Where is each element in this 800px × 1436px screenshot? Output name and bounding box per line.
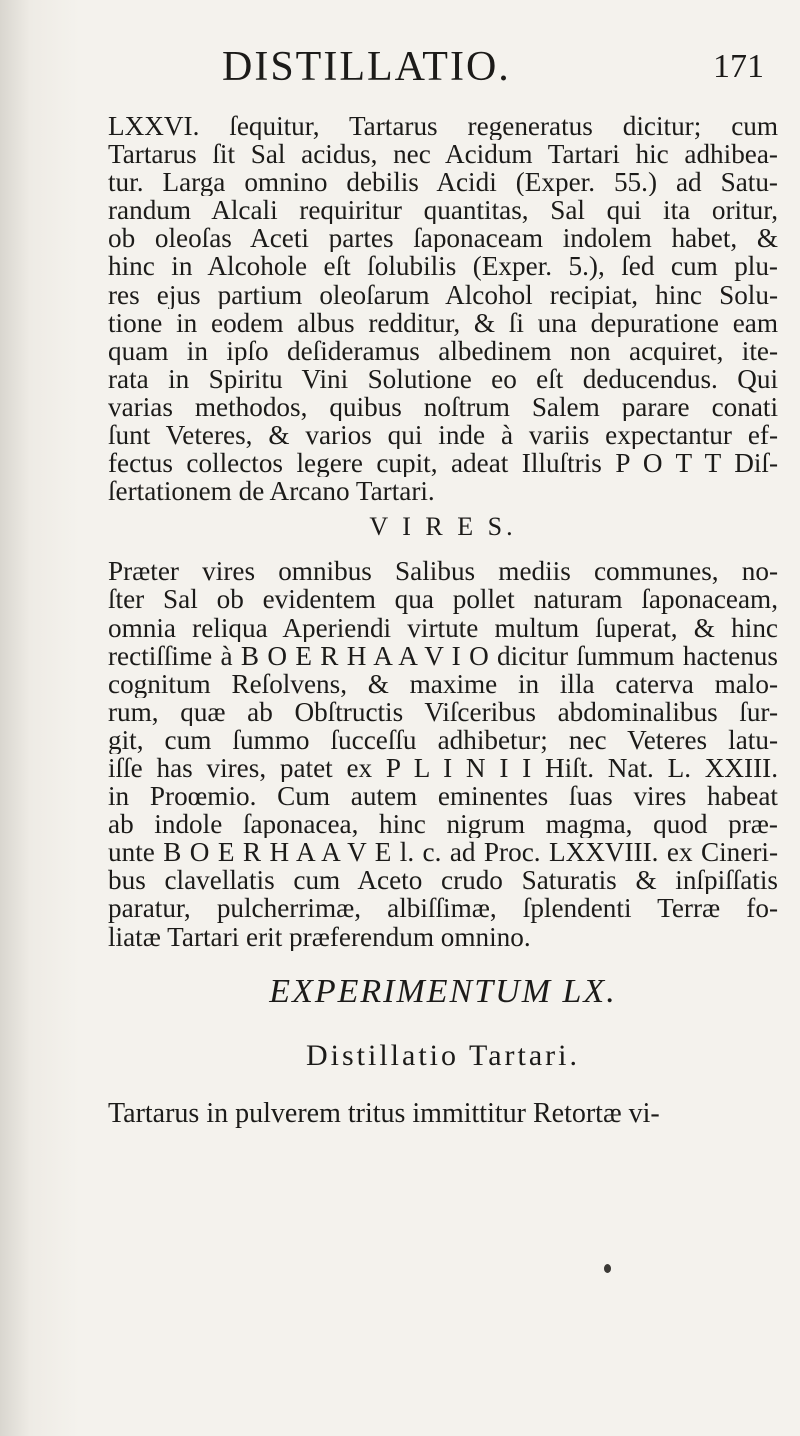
text-line: tione in eodem albus redditur, & ſi una depuratione eam <box>108 308 778 337</box>
text-line: Tartarus ſit Sal acidus, nec Acidum Tartari hic adhibea- <box>108 140 778 169</box>
text-line: liatæ Tartari erit præferendum omnino. <box>108 922 531 951</box>
running-title: DISTILLATIO. <box>222 44 511 90</box>
ink-spot <box>604 1264 611 1273</box>
text-line: iſſe has vires, patet ex P L I N I I Hiſt. Nat. L. XXIII. <box>108 753 778 783</box>
text-line: Tartarus in pulverem tritus immittitur Retortæ vi- <box>108 1097 660 1129</box>
text-line: cognitum Reſolvens, & maxime in illa caterva malo- <box>108 669 778 698</box>
text-line: quam in ipſo deſideramus albedinem non acquiret, ite- <box>108 336 778 365</box>
text-line: fectus collectos legere cupit, adeat Illuſtris P O T T Diſ- <box>108 449 778 478</box>
page-number: 171 <box>713 48 764 85</box>
text-line: varias methodos, quibus noſtrum Salem parare conati <box>108 392 778 422</box>
text-line: Præter vires omnibus Salibus mediis communes, no- <box>108 557 778 586</box>
paragraph-vires <box>108 557 778 950</box>
text-line: ſter Sal ob evidentem qua pollet naturam ſaponaceam, <box>108 585 778 614</box>
text-line: hinc in Alcohole eſt ſolubilis (Exper. 5.), ſed cum plu- <box>108 252 778 281</box>
running-head <box>0 38 800 98</box>
text-line: ob oleoſas Aceti partes ſaponaceam indolem habet, & <box>108 224 778 253</box>
text-line: randum Alcali requiritur quantitas, Sal qui ita oritur, <box>108 196 778 225</box>
text-line: paratur, pulcherrimæ, albiſſimæ, ſplendenti Terræ fo- <box>108 894 778 923</box>
experiment-heading: EXPERIMENTUM LX. <box>269 972 617 1010</box>
text-line: rectiſſime à B O E R H A A V I O dicitur ſummum hactenus <box>108 641 778 670</box>
text-line: git, cum ſummo ſucceſſu adhibetur; nec Veteres latu- <box>108 725 778 754</box>
text-line: rum, quæ ab Obſtructis Viſceribus abdominalibus ſur- <box>108 697 778 726</box>
paragraph-lxxvi <box>108 112 778 505</box>
text-line: ſunt Veteres, & varios qui inde à variis expectantur ef- <box>108 421 778 450</box>
body-text <box>108 112 778 1129</box>
text-line: LXXVI. ſequitur, Tartarus regeneratus dicitur; cum <box>108 112 778 141</box>
text-line: tur. Larga omnino debilis Acidi (Exper. 55.) ad Satu- <box>108 168 778 197</box>
section-heading-vires: V I R E S. <box>369 512 517 542</box>
text-line: res ejus partium oleoſarum Alcohol recipiat, hinc Solu- <box>108 280 778 309</box>
text-line: in Proœmio. Cum autem eminentes ſuas vires habeat <box>108 782 778 811</box>
distillation-heading: Distillatio Tartari. <box>306 1038 580 1072</box>
text-line: unte B O E R H A A V E l. c. ad Proc. LXXVIII. ex Cineri- <box>108 838 778 867</box>
text-line: rata in Spiritu Vini Solutione eo eſt deducendus. Qui <box>108 364 778 393</box>
text-line: omnia reliqua Aperiendi virtute multum ſuperat, & hinc <box>108 613 778 642</box>
text-line: ab indole ſaponacea, hinc nigrum magma, quod præ- <box>108 810 778 839</box>
text-line: ſertationem de Arcano Tartari. <box>108 477 435 506</box>
text-line: bus clavellatis cum Aceto crudo Saturatis & inſpiſſatis <box>108 866 778 895</box>
